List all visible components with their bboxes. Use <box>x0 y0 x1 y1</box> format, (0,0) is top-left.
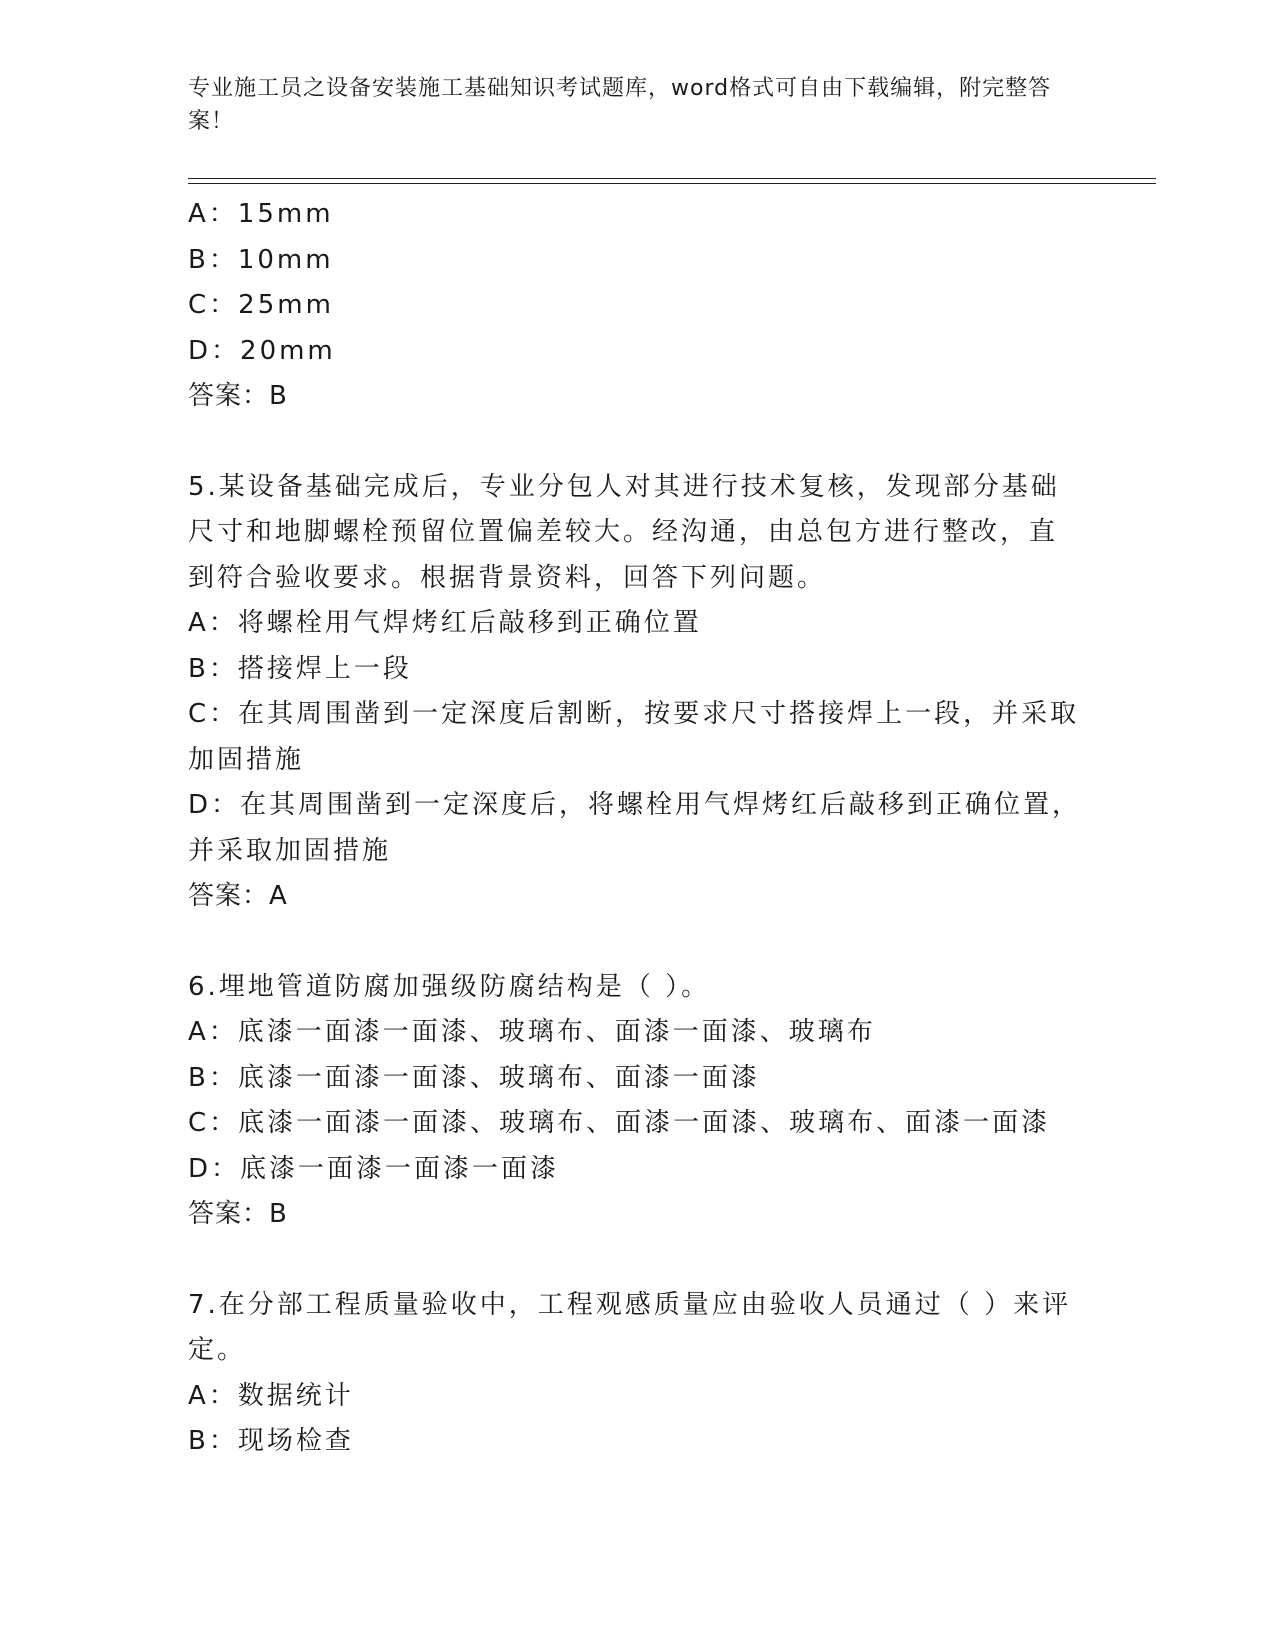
option-b: B：现场检查 <box>188 1426 354 1456</box>
option-c-continued: 加固措施 <box>188 744 305 775</box>
answer-line: 答案：B <box>188 381 288 411</box>
option-a: A：底漆一面漆一面漆、玻璃布、面漆一面漆、玻璃布 <box>188 1017 876 1047</box>
question-block-5 <box>188 465 1088 920</box>
option-d: D：在其周围凿到一定深度后，将螺栓用气焊烤红后敲移到正确位置， <box>188 790 1082 820</box>
question-text-line: 定。 <box>188 1335 247 1365</box>
answer-line: 答案：B <box>188 1199 288 1229</box>
question-text-line: 5.某设备基础完成后，专业分包人对其进行技术复核，发现部分基础 <box>188 471 1060 502</box>
question-text-line: 尺寸和地脚螺栓预留位置偏差较大。经沟通，由总包方进行整改，直 <box>188 517 1059 547</box>
option-d: D：20mm <box>188 335 336 366</box>
option-b: B：搭接焊上一段 <box>188 653 412 684</box>
question-text-line: 6.埋地管道防腐加强级防腐结构是（ ）。 <box>188 971 711 1002</box>
option-a: A：数据统计 <box>188 1380 354 1411</box>
option-b: B：10mm <box>188 244 334 275</box>
option-c: C：25mm <box>188 290 334 320</box>
option-d-continued: 并采取加固措施 <box>188 835 392 866</box>
header-divider-bottom <box>188 183 1156 184</box>
option-c: C：在其周围凿到一定深度后割断，按要求尺寸搭接焊上一段，并采取 <box>188 699 1080 729</box>
option-c: C：底漆一面漆一面漆、玻璃布、面漆一面漆、玻璃布、面漆一面漆 <box>188 1108 1051 1138</box>
option-a: A：将螺栓用气焊烤红后敲移到正确位置 <box>188 608 702 638</box>
question-block-6 <box>188 965 1088 1238</box>
option-b: B：底漆一面漆一面漆、玻璃布、面漆一面漆 <box>188 1062 760 1093</box>
question-text-line: 7.在分部工程质量验收中，工程观感质量应由验收人员通过（ ）来评 <box>188 1289 1072 1320</box>
option-d: D：底漆一面漆一面漆一面漆 <box>188 1153 560 1184</box>
question-list <box>188 192 1088 1465</box>
question-block-4 <box>188 192 1088 420</box>
option-a: A：15mm <box>188 199 334 229</box>
document-header-title: 专业施工员之设备安装施工基础知识考试题库，word格式可自由下载编辑，附完整答案！ <box>188 76 1052 134</box>
question-text-line: 到符合验收要求。根据背景资料，回答下列问题。 <box>188 562 827 593</box>
header-divider-top <box>188 178 1156 179</box>
answer-line: 答案：A <box>188 881 288 911</box>
question-block-7 <box>188 1283 1088 1465</box>
